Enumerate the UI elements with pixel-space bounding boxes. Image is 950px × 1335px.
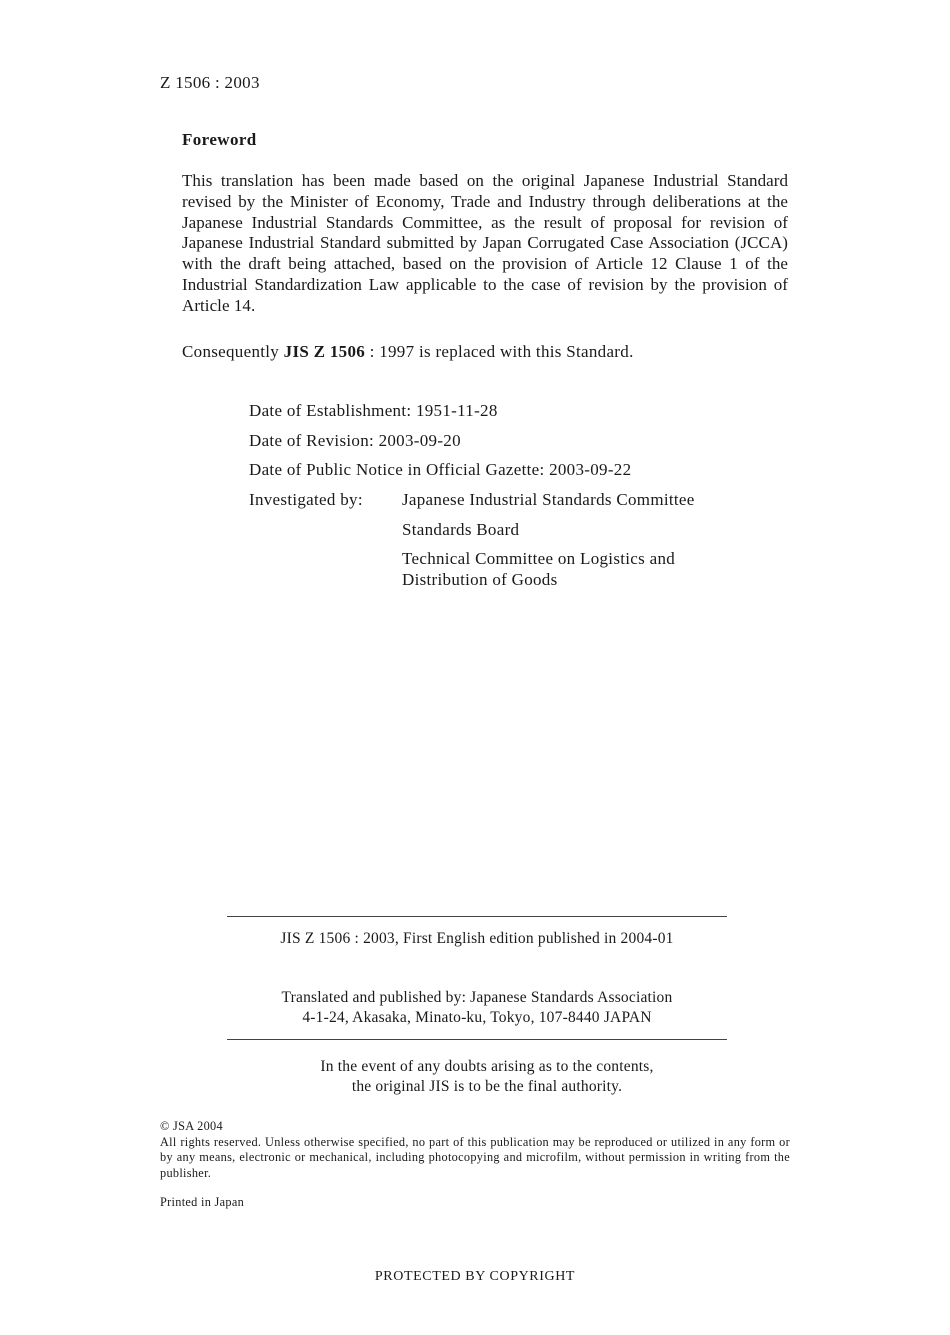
edition-line: JIS Z 1506 : 2003, First English edition published in 2004-01 xyxy=(280,930,674,947)
date-of-public-notice: Date of Public Notice in Official Gazette: 2003-09-22 xyxy=(249,460,632,480)
investigated-by-label: Investigated by: xyxy=(249,489,363,509)
protected-by-copyright-footer: PROTECTED BY COPYRIGHT xyxy=(374,1269,576,1284)
replacement-statement xyxy=(182,342,634,362)
investigator-item: Japanese Industrial Standards Committee xyxy=(402,489,695,509)
replacement-prefix: Consequently xyxy=(182,342,284,361)
authority-notice-line-1: In the event of any doubts arising as to the contents, xyxy=(320,1058,654,1075)
publisher-line: Translated and published by: Japanese Standards Association xyxy=(281,989,673,1006)
foreword-paragraph: This translation has been made based on the original Japanese Industrial Standard revised by the Minister of Economy, Trade and Industry through deliberations at the Japanese Industrial Standards Committee, as the result of proposal for revision of Japanese Industrial Standard submitted by Japan Corrugated Case Association (JCCA) with the draft being attached, based on the provision of Article 12 Clause 1 of the Industrial Standardization Law applicable to the case of revision by the provision of Article 14. xyxy=(182,171,788,315)
printed-in: Printed in Japan xyxy=(160,1195,245,1209)
divider-bottom xyxy=(227,1039,727,1040)
date-of-establishment: Date of Establishment: 1951-11-28 xyxy=(249,401,498,420)
investigator-item: Distribution of Goods xyxy=(402,570,558,590)
rights-statement: All rights reserved. Unless otherwise specified, no part of this publication may be reproduced or utilized in any form or by any means, electronic or mechanical, including photocopying and microfilm, without permission in writing from the publisher. xyxy=(160,1134,790,1180)
publisher-address: 4-1-24, Akasaka, Minato-ku, Tokyo, 107-8440 JAPAN xyxy=(302,1009,652,1026)
standard-dates-block xyxy=(249,401,695,590)
divider-top xyxy=(227,916,727,917)
date-of-revision: Date of Revision: 2003-09-20 xyxy=(249,430,461,450)
copyright-block xyxy=(160,1119,790,1181)
replacement-suffix: : 1997 is replaced with this Standard. xyxy=(365,342,634,361)
authority-notice-line-2: the original JIS is to be the final authority. xyxy=(351,1077,623,1095)
investigated-by xyxy=(249,489,695,590)
edition-info xyxy=(227,929,727,949)
replaced-standard-id: JIS Z 1506 xyxy=(283,342,366,361)
publisher-info xyxy=(227,988,727,1028)
investigators-list xyxy=(402,490,695,600)
authority-notice xyxy=(227,1057,747,1096)
investigator-item: Standards Board xyxy=(402,519,520,539)
investigator-item: Technical Committee on Logistics and xyxy=(402,549,676,569)
foreword-heading: Foreword xyxy=(182,130,257,149)
copyright-notice: © JSA 2004 xyxy=(160,1119,223,1133)
page-header-standard-id: Z 1506 : 2003 xyxy=(160,73,260,92)
